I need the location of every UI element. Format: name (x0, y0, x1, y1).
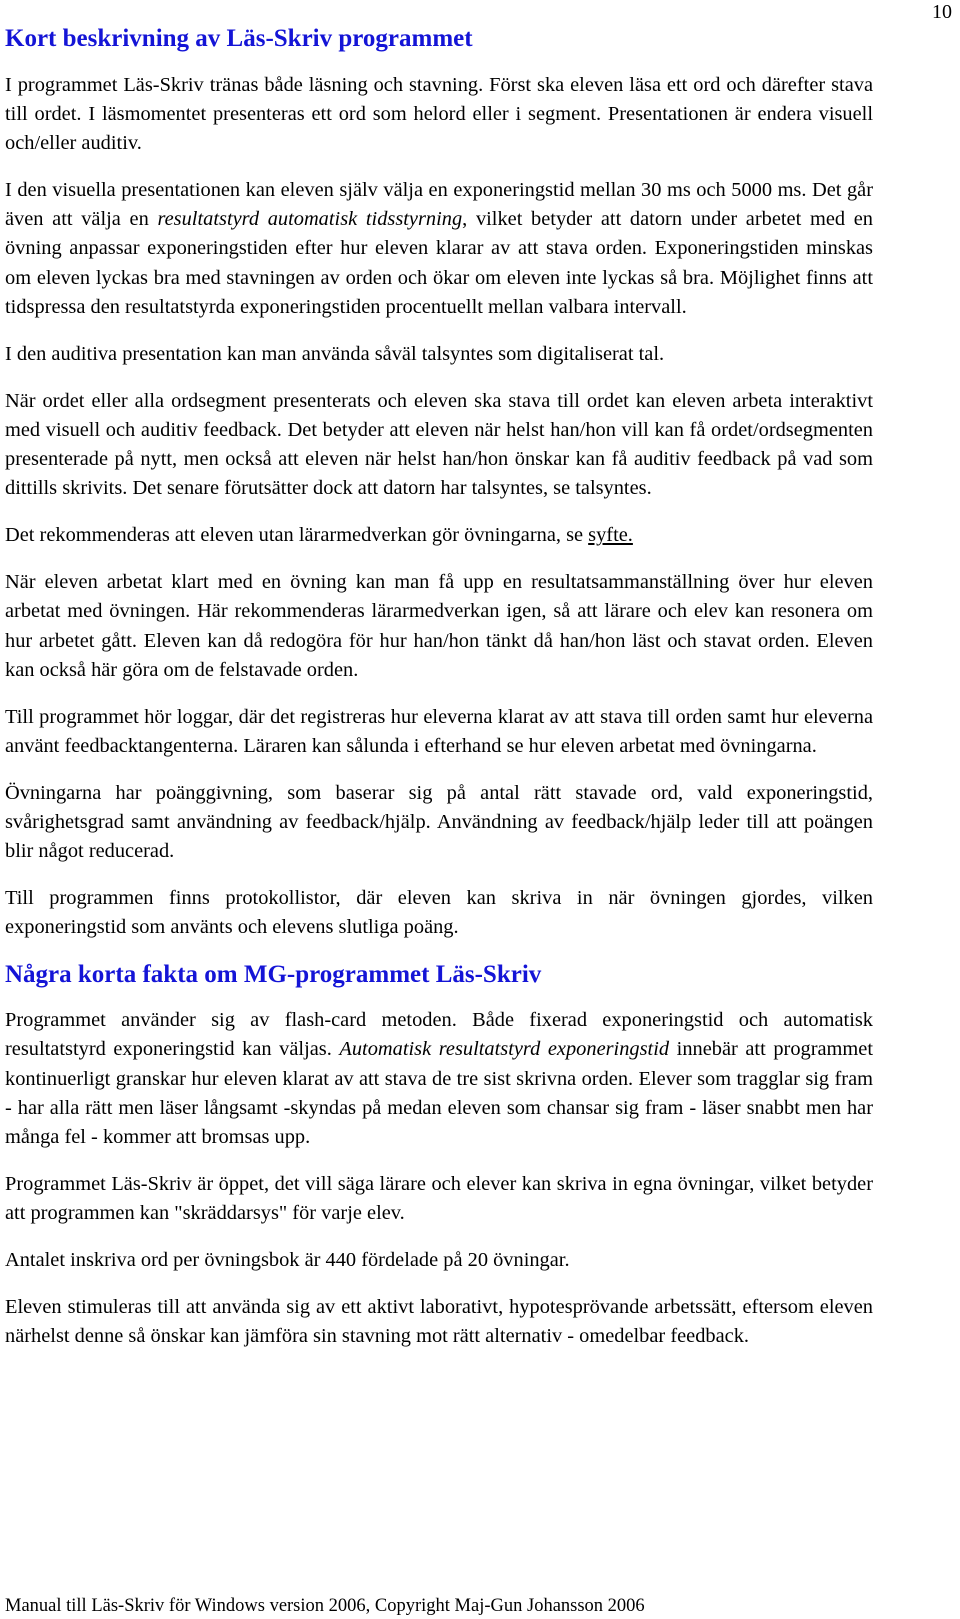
paragraph-visual-presentation (5, 176, 873, 321)
paragraph-intro: I programmet Läs-Skriv tränas både läsning och stavning. Först ska eleven läsa ett ord och därefter stava till ordet. I läsmomentet presenteras ett ord som helord eller i segment. Presentationen är endera visuell och/eller auditiv. (5, 74, 873, 155)
paragraph-word-count: Antalet inskriva ord per övningsbok är 440 fördelade på 20 övningar. (5, 1249, 570, 1271)
paragraph-open-program: Programmet Läs-Skriv är öppet, det vill säga lärare och elever kan skriva in egna övningar, vilket betyder att programmen kan "skräddarsys" för varje elev. (5, 1172, 873, 1224)
text-run: Det rekommenderas att eleven utan lärarmedverkan gör övningarna, se (5, 524, 589, 547)
paragraph-logs: Till programmet hör loggar, där det registreras hur eleverna klarat av att stava till orden samt hur eleverna använt feedbacktangenterna. Läraren kan sålunda i efterhand se hur eleven arbetat med övningarna. (5, 705, 873, 757)
page-number: 10 (932, 1, 952, 23)
paragraph-feedback: När ordet eller alla ordsegment presenterats och eleven ska stava till ordet kan eleven arbeta interaktivt med visuell och auditiv feedback. Det betyder att eleven när helst han/hon vill kan få ordet/ordsegmenten presenterade på nytt, men också att eleven när helst han/hon önskar kan få auditiv feedback på vad som dittills skrivits. Det senare förutsätter dock att datorn har talsyntes, se talsyntes. (5, 389, 873, 500)
document-body (5, 24, 873, 1369)
paragraph-stimulation: Eleven stimuleras till att använda sig av ett aktivt laborativt, hypotesprövande arbetssätt, eftersom eleven närhelst denne så önskar kan jämföra sin stavning mot rätt alternativ - omedelbar feedback. (5, 1296, 873, 1348)
paragraph-protocol-lists: Till programmen finns protokollistor, där eleven kan skriva in när övningen gjordes, vilken exponeringstid som använts och elevens slutliga poäng. (5, 887, 873, 939)
italic-term: Automatisk resultatstyrd exponeringstid (339, 1038, 670, 1061)
section-heading-description: Kort beskrivning av Läs-Skriv programmet (5, 25, 473, 52)
syfte-link[interactable]: syfte. (588, 524, 633, 547)
text-run: , vilket betyder att datorn under arbetet med en övning anpassar exponeringstiden efter hur eleven klarar av att stava orden. Exponeringstiden minskas om eleven lyckas bra med stavningen av orden och ökar om eleven inte lyckas så bra. Möjlighet finns att tidspressa den resultatstyrda exponeringstiden procentuellt mellan valbara intervall. (5, 208, 873, 318)
text-run: Programmet använder sig av flash-card metoden. Både fixerad exponeringstid och automatisk resultatstyrd exponeringstid kan väljas. (5, 1009, 873, 1061)
paragraph-recommendation (5, 521, 873, 550)
section-heading-facts: Några korta fakta om MG-programmet Läs-Skriv (5, 961, 542, 989)
paragraph-auditive-presentation: I den auditiva presentation kan man använda såväl talsyntes som digitaliserat tal. (5, 342, 665, 365)
text-run: innebär att programmet kontinuerligt granskar hur eleven klarat av att stava de tre sist skrivna orden. Elever som tragglar sig fram - har alla rätt men läser långsamt -skyndas på medan eleven som chansar sig fram - läser snabbt men har många fel - kommer att bromsas upp. (5, 1038, 873, 1148)
paragraph-flash-card (5, 1006, 873, 1151)
italic-term: resultatstyrd automatisk tidsstyrning (157, 208, 463, 231)
paragraph-scoring: Övningarna har poänggivning, som baserar sig på antal rätt stavade ord, vald exponeringstid, svårighetsgrad samt användning av feedback/hjälp. Användning av feedback/hjälp leder till att poängen blir något reducerad. (5, 781, 873, 863)
page-footer: Manual till Läs-Skriv för Windows version 2006, Copyright Maj-Gun Johansson 2006 (5, 1596, 645, 1616)
paragraph-results: När eleven arbetat klart med en övning kan man få upp en resultatsammanställning över hur eleven arbetat med övningen. Här rekommenderas lärarmedverkan igen, så att lärare och elev kan resonera om hur arbetet gått. Eleven kan då redogöra för hur han/hon tänkt då han/hon läst och stavat orden. Eleven kan också här göra om de felstavade orden. (5, 571, 873, 681)
text-run: I den visuella presentationen kan eleven själv välja en exponeringstid mellan 30 ms och 5000 ms. Det går även att välja en (5, 179, 873, 231)
